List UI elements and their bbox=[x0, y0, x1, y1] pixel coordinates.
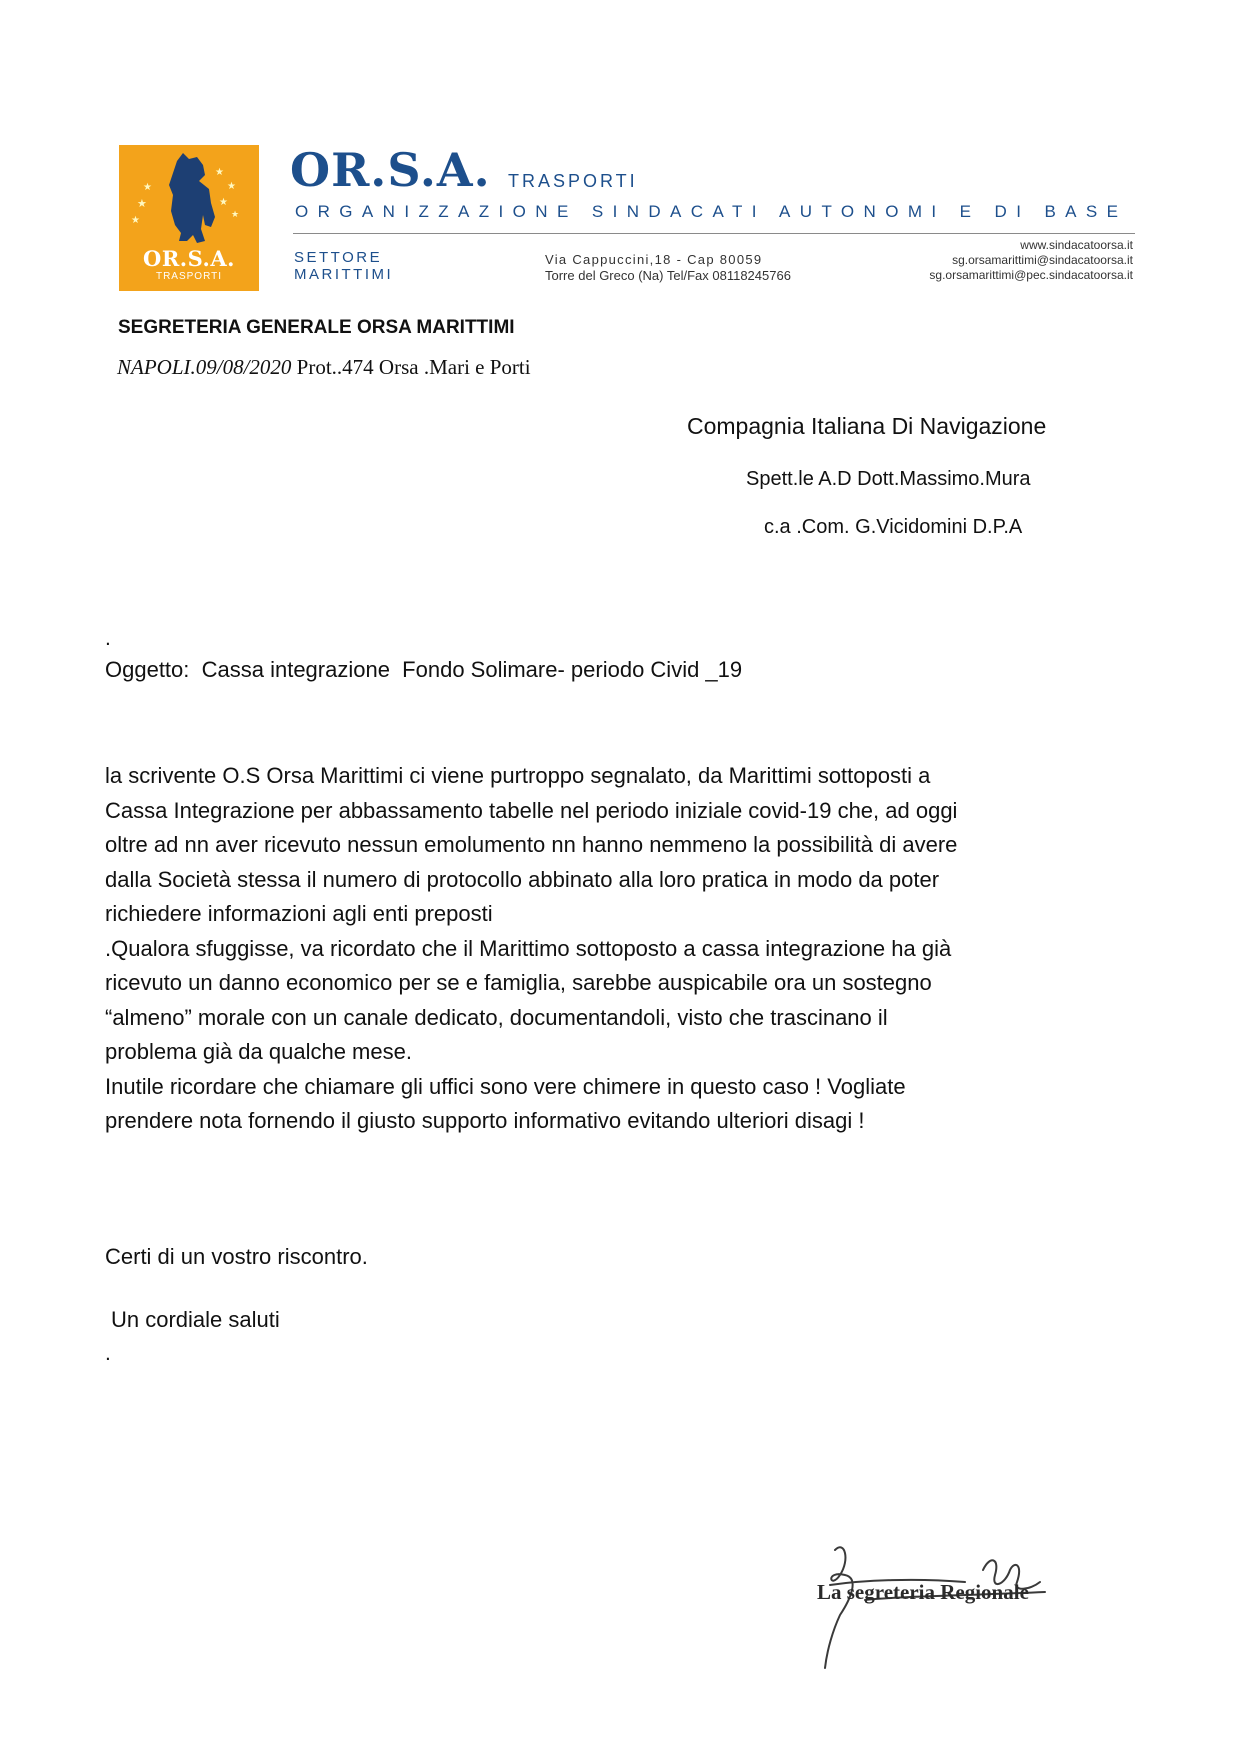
website-link[interactable]: www.sindacatoorsa.it bbox=[1020, 238, 1133, 252]
closing-dot: . bbox=[105, 1342, 111, 1365]
pec-link[interactable]: sg.orsamarittimi@pec.sindacatoorsa.it bbox=[929, 268, 1133, 282]
date: NAPOLI.09/08/2020 bbox=[117, 355, 292, 379]
svg-text:★: ★ bbox=[227, 181, 236, 192]
address-line1: Via Cappuccini,18 - Cap 80059 bbox=[545, 252, 763, 267]
body-line: ricevuto un danno economico per se e famiglia, sarebbe auspicabile ora un sostegno bbox=[105, 970, 932, 995]
protocol: Prot..474 Orsa .Mari e Porti bbox=[291, 355, 531, 379]
body-line: Cassa Integrazione per abbassamento tabelle nel periodo iniziale covid-19 che, ad oggi bbox=[105, 797, 958, 823]
body-line: la scrivente O.S Orsa Marittimi ci viene purtroppo segnalato, da Marittimi sottoposti a bbox=[105, 763, 931, 788]
closing-line2: Un cordiale saluti bbox=[111, 1307, 280, 1332]
brand-name: OR.S.A. bbox=[290, 143, 491, 197]
body-line: dalla Società stessa il numero di protocollo abbinato alla loro pratica in modo da poter bbox=[105, 866, 940, 892]
recipient-company: Compagnia Italiana Di Navigazione bbox=[687, 413, 1047, 439]
logo-subtext: TRASPORTI bbox=[155, 271, 223, 282]
signature bbox=[805, 1530, 1105, 1680]
body-line: problema già da qualche mese. bbox=[105, 1039, 412, 1064]
recipient-line3: c.a .Com. G.Vicidomini D.P.A bbox=[764, 516, 1023, 538]
body-line: “almeno” morale con un canale dedicato, documentandoli, visto che trascinano il bbox=[105, 1004, 888, 1030]
handwritten-signature-icon bbox=[805, 1530, 1105, 1680]
contacts-block bbox=[850, 238, 1133, 283]
body-paragraph bbox=[105, 759, 1135, 1139]
body-line: Inutile ricordare che chiamare gli uffici sono vere chimere in questo caso ! Vogliate bbox=[105, 1073, 906, 1099]
segreteria-title: SEGRETERIA GENERALE ORSA MARITTIMI bbox=[118, 317, 515, 338]
logo-text: OR.S.A. bbox=[143, 246, 235, 271]
svg-text:★: ★ bbox=[219, 197, 228, 208]
organization-name: ORGANIZZAZIONE SINDACATI AUTONOMI E DI BASE bbox=[295, 202, 1128, 221]
subject-line: Oggetto: Cassa integrazione Fondo Solimare- periodo Civid _19 bbox=[105, 657, 743, 682]
body-line: prendere nota fornendo il giusto supporto informativo evitando ulteriori disagi ! bbox=[105, 1108, 865, 1133]
signature-text: La segreteria Regionale bbox=[817, 1580, 1029, 1604]
settore-line2: MARITTIMI bbox=[294, 266, 394, 283]
body-line: oltre ad nn aver ricevuto nessun emolumento nn hanno nemmeno la possibilità di avere bbox=[105, 832, 958, 857]
settore-block bbox=[294, 249, 393, 283]
dateline bbox=[117, 355, 531, 380]
svg-text:★: ★ bbox=[137, 197, 147, 210]
svg-text:★: ★ bbox=[143, 182, 152, 193]
svg-text:★: ★ bbox=[231, 210, 240, 220]
address-line2: Torre del Greco (Na) Tel/Fax 08118245766 bbox=[545, 268, 791, 283]
address-block bbox=[545, 252, 791, 284]
letterhead-divider bbox=[293, 233, 1135, 234]
svg-text:★: ★ bbox=[131, 215, 140, 226]
recipient-line2: Spett.le A.D Dott.Massimo.Mura bbox=[746, 468, 1031, 490]
body-line: .Qualora sfuggisse, va ricordato che il Marittimo sottoposto a cassa integrazione ha già bbox=[105, 935, 952, 961]
subject-dot: . bbox=[105, 627, 111, 650]
svg-text:★: ★ bbox=[215, 167, 224, 178]
logo bbox=[119, 145, 259, 291]
closing-line1: Certi di un vostro riscontro. bbox=[105, 1244, 368, 1269]
email-link[interactable]: sg.orsamarittimi@sindacatoorsa.it bbox=[952, 253, 1133, 267]
body-line: richiedere informazioni agli enti preposti bbox=[105, 901, 493, 926]
settore-line1: SETTORE bbox=[294, 249, 383, 266]
brand-tag: TRASPORTI bbox=[508, 171, 638, 191]
